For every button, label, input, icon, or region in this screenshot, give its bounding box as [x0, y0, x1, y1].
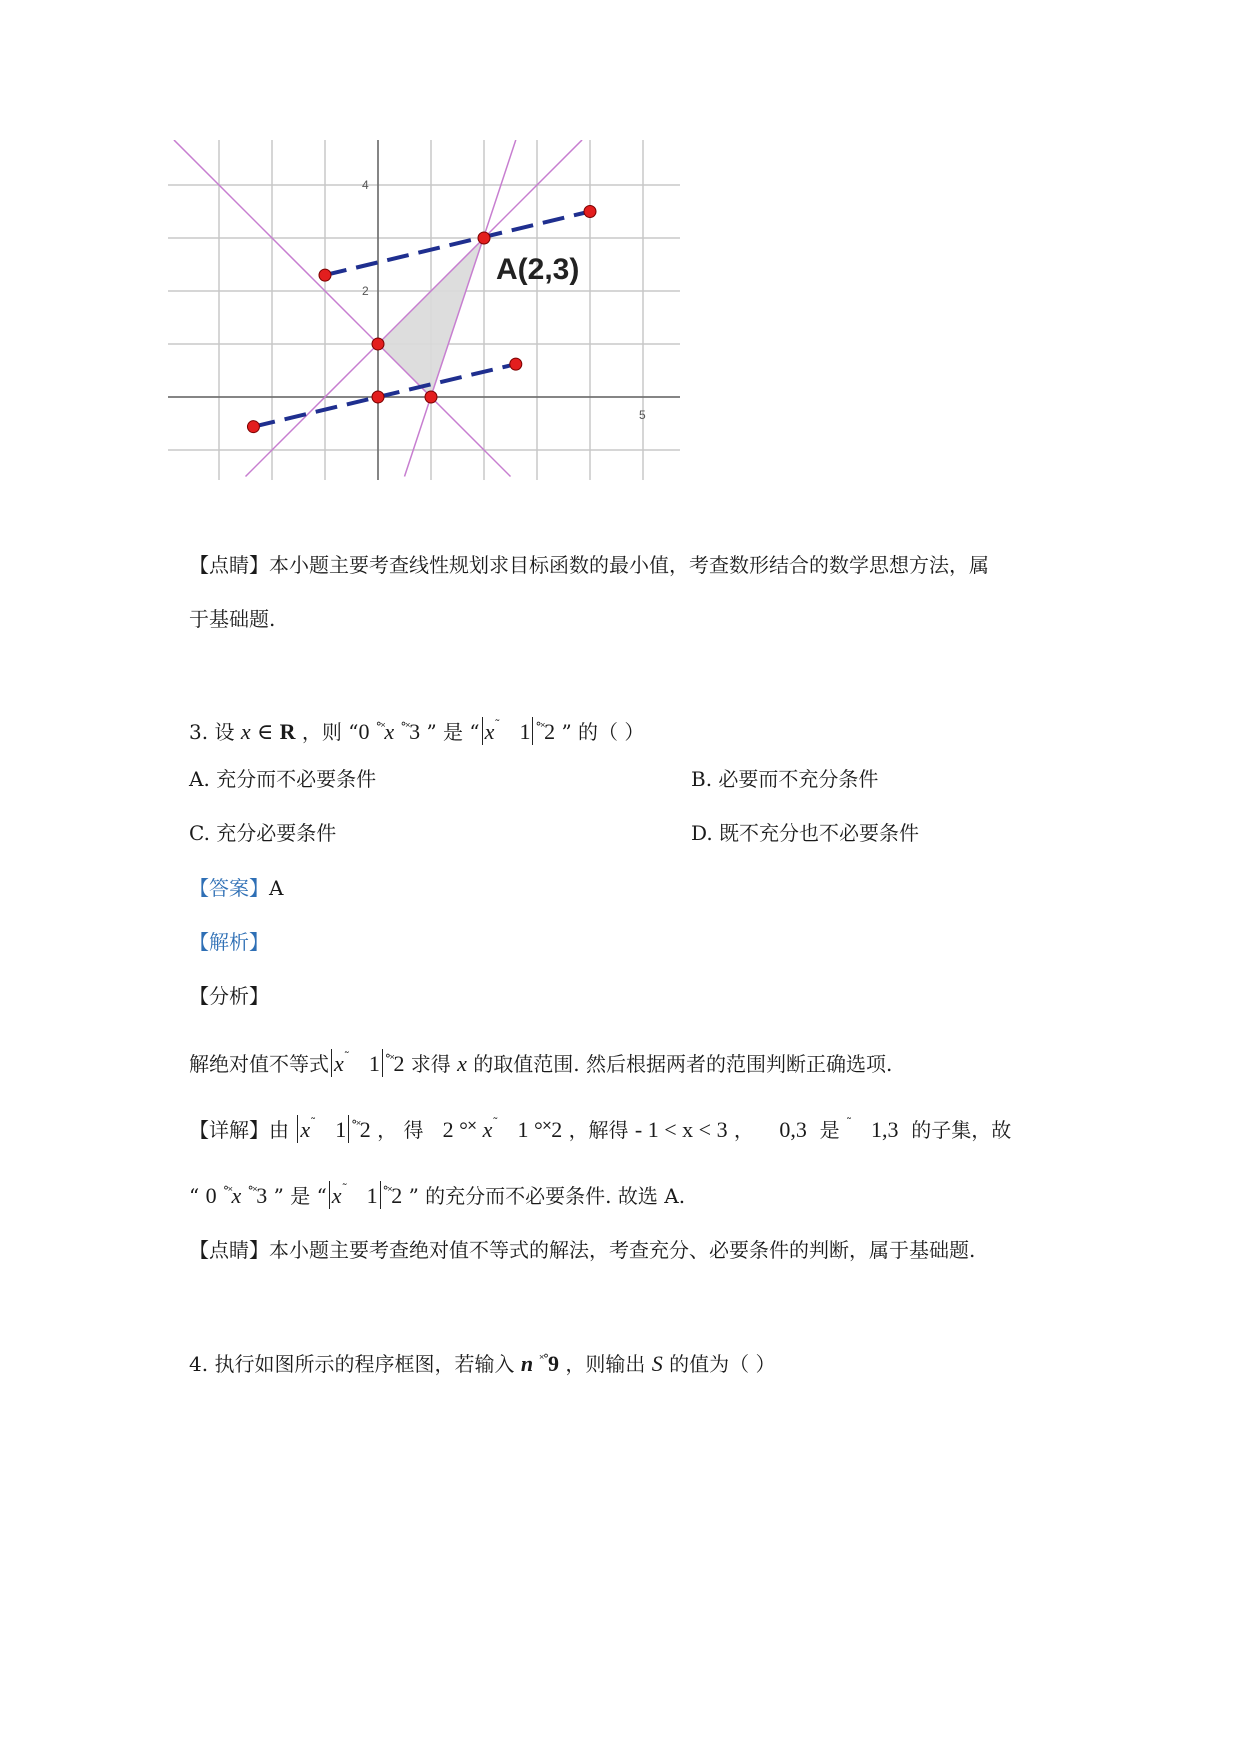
garbled-glyph: °˟: [222, 1184, 232, 1198]
abs-bar: [331, 1049, 332, 1077]
text: 4. 执行如图所示的程序框图，若输入: [189, 1352, 515, 1376]
text: ， 得: [377, 1118, 424, 1142]
y-tick-label: 2: [362, 284, 369, 298]
math: 0,3: [779, 1117, 807, 1142]
text: ，则输出: [565, 1352, 646, 1376]
marked-point: [584, 206, 596, 218]
y-tick-label: 4: [362, 178, 369, 192]
garbled-glyph: °˟: [384, 1052, 394, 1066]
math-x: x: [331, 1183, 342, 1208]
q2-dianjing-line1: 【点睛】本小题主要考查线性规划求目标函数的最小值，考查数形结合的数学思想方法，属: [189, 553, 989, 577]
text: 是: [819, 1118, 840, 1142]
math-x: x: [300, 1117, 311, 1142]
math: 1: [368, 1051, 380, 1076]
abs-bar: [380, 1181, 381, 1209]
math-R: R: [279, 719, 296, 744]
linear-programming-figure: [150, 140, 790, 540]
math-x: x: [457, 1051, 467, 1076]
abs-bar: [348, 1115, 349, 1143]
fenxi-text: [189, 1043, 892, 1078]
q3-number: 3. 设: [189, 720, 235, 744]
text: ，解得: [568, 1118, 629, 1142]
tilde-glyph: ˜: [845, 1116, 852, 1130]
q2-dianjing-line2: 于基础题.: [189, 607, 276, 631]
abs-bar: [382, 1049, 383, 1077]
math: 2: [391, 1183, 403, 1208]
tilde-glyph: ˜: [492, 1116, 499, 1130]
tilde-glyph: ˜: [494, 718, 501, 732]
answer-tag: 【答案】: [189, 876, 269, 900]
tilde-glyph: ˜: [310, 1116, 317, 1130]
math-x: x: [482, 1117, 493, 1142]
x-tick-label: 5: [639, 408, 646, 422]
math: 1 °˟2: [517, 1117, 563, 1142]
text: 解绝对值不等式: [189, 1052, 329, 1076]
math-n: n: [520, 1351, 534, 1376]
garbled-glyph: °˟: [351, 1118, 360, 1132]
garbled-glyph: °˟: [400, 720, 410, 734]
math-x: x: [384, 719, 395, 744]
text: ” 是 “: [273, 1184, 327, 1208]
garbled-glyph: ˟°: [539, 1352, 549, 1366]
abs-bar: [482, 717, 483, 745]
text: ” 的（ ）: [561, 720, 645, 744]
marked-point: [425, 391, 437, 403]
text: 求得: [410, 1052, 451, 1076]
option-c: C. 充分必要条件: [189, 821, 337, 845]
math: 0: [358, 719, 370, 744]
tilde-glyph: ˜: [343, 1050, 350, 1064]
garbled-glyph: °˟: [535, 720, 545, 734]
math-in: ∈: [256, 719, 274, 744]
math: 1: [366, 1183, 378, 1208]
objective-line-through-origin: [253, 364, 515, 427]
marked-point: [510, 358, 522, 370]
text: 的子集，故: [911, 1118, 1012, 1142]
math-x: x: [334, 1051, 344, 1076]
text: ，则 “: [301, 720, 359, 744]
math-x: x: [231, 1183, 242, 1208]
math: 2: [544, 719, 556, 744]
math: 9: [548, 1351, 560, 1376]
answer-line: [189, 874, 283, 902]
math-x: x: [484, 719, 495, 744]
point-a-label: A(2,3): [496, 253, 580, 286]
marked-point: [372, 338, 384, 350]
xiangjie-line1: 【详解】由 x˜ 1 °˟2 ， 得 2 °˟ x˜ 1 °˟2 ，解得 - 1 < x < 3 ， 0,3 是 ˜ 1,3 的子集，故: [189, 1116, 1012, 1142]
math: 0: [205, 1183, 217, 1208]
math: 2: [393, 1051, 405, 1076]
xiangjie-line2: [189, 1175, 685, 1210]
garbled-glyph: °˟: [375, 720, 385, 734]
fenxi-tag: 【分析】: [189, 984, 269, 1008]
text: 的值为（ ）: [669, 1352, 776, 1376]
marked-point: [319, 269, 331, 281]
constraint-line-y-eq-x-plus-1: [246, 140, 583, 476]
q3-stem: [189, 711, 644, 746]
math: - 1 < x < 3: [634, 1117, 728, 1142]
math: 3: [409, 719, 421, 744]
math: 1,3: [871, 1117, 899, 1142]
option-d: D. 既不充分也不必要条件: [691, 821, 920, 845]
math-x: x: [240, 719, 251, 744]
marked-point: [372, 391, 384, 403]
text: ” 的充分而不必要条件. 故选 A.: [408, 1184, 686, 1208]
jiexi-tag: 【解析】: [189, 930, 269, 954]
math: 1: [519, 719, 531, 744]
marked-point: [247, 421, 259, 433]
q4-stem: [189, 1345, 775, 1378]
math: 2: [359, 1117, 371, 1142]
abs-bar: [329, 1181, 330, 1209]
math: 1: [335, 1117, 347, 1142]
garbled-glyph: °˟: [382, 1184, 392, 1198]
text: ” 是 “: [426, 720, 480, 744]
math: 2 °˟: [442, 1117, 477, 1142]
abs-bar: [532, 717, 533, 745]
abs-bar: [297, 1115, 298, 1143]
marked-point: [478, 232, 490, 244]
text: 的取值范围. 然后根据两者的范围判断正确选项.: [473, 1052, 893, 1076]
math: 3: [256, 1183, 268, 1208]
q3-dianjing: 【点睛】本小题主要考查绝对值不等式的解法，考查充分、必要条件的判断，属于基础题.: [189, 1238, 976, 1262]
option-b: B. 必要而不充分条件: [691, 767, 879, 791]
option-a: A. 充分而不必要条件: [189, 767, 377, 791]
text: “: [189, 1184, 200, 1208]
xiangjie-tag: 【详解】由: [189, 1118, 289, 1142]
garbled-glyph: °˟: [247, 1184, 257, 1198]
math-S: S: [651, 1351, 663, 1376]
tilde-glyph: ˜: [341, 1182, 348, 1196]
answer-value: A: [269, 876, 284, 900]
